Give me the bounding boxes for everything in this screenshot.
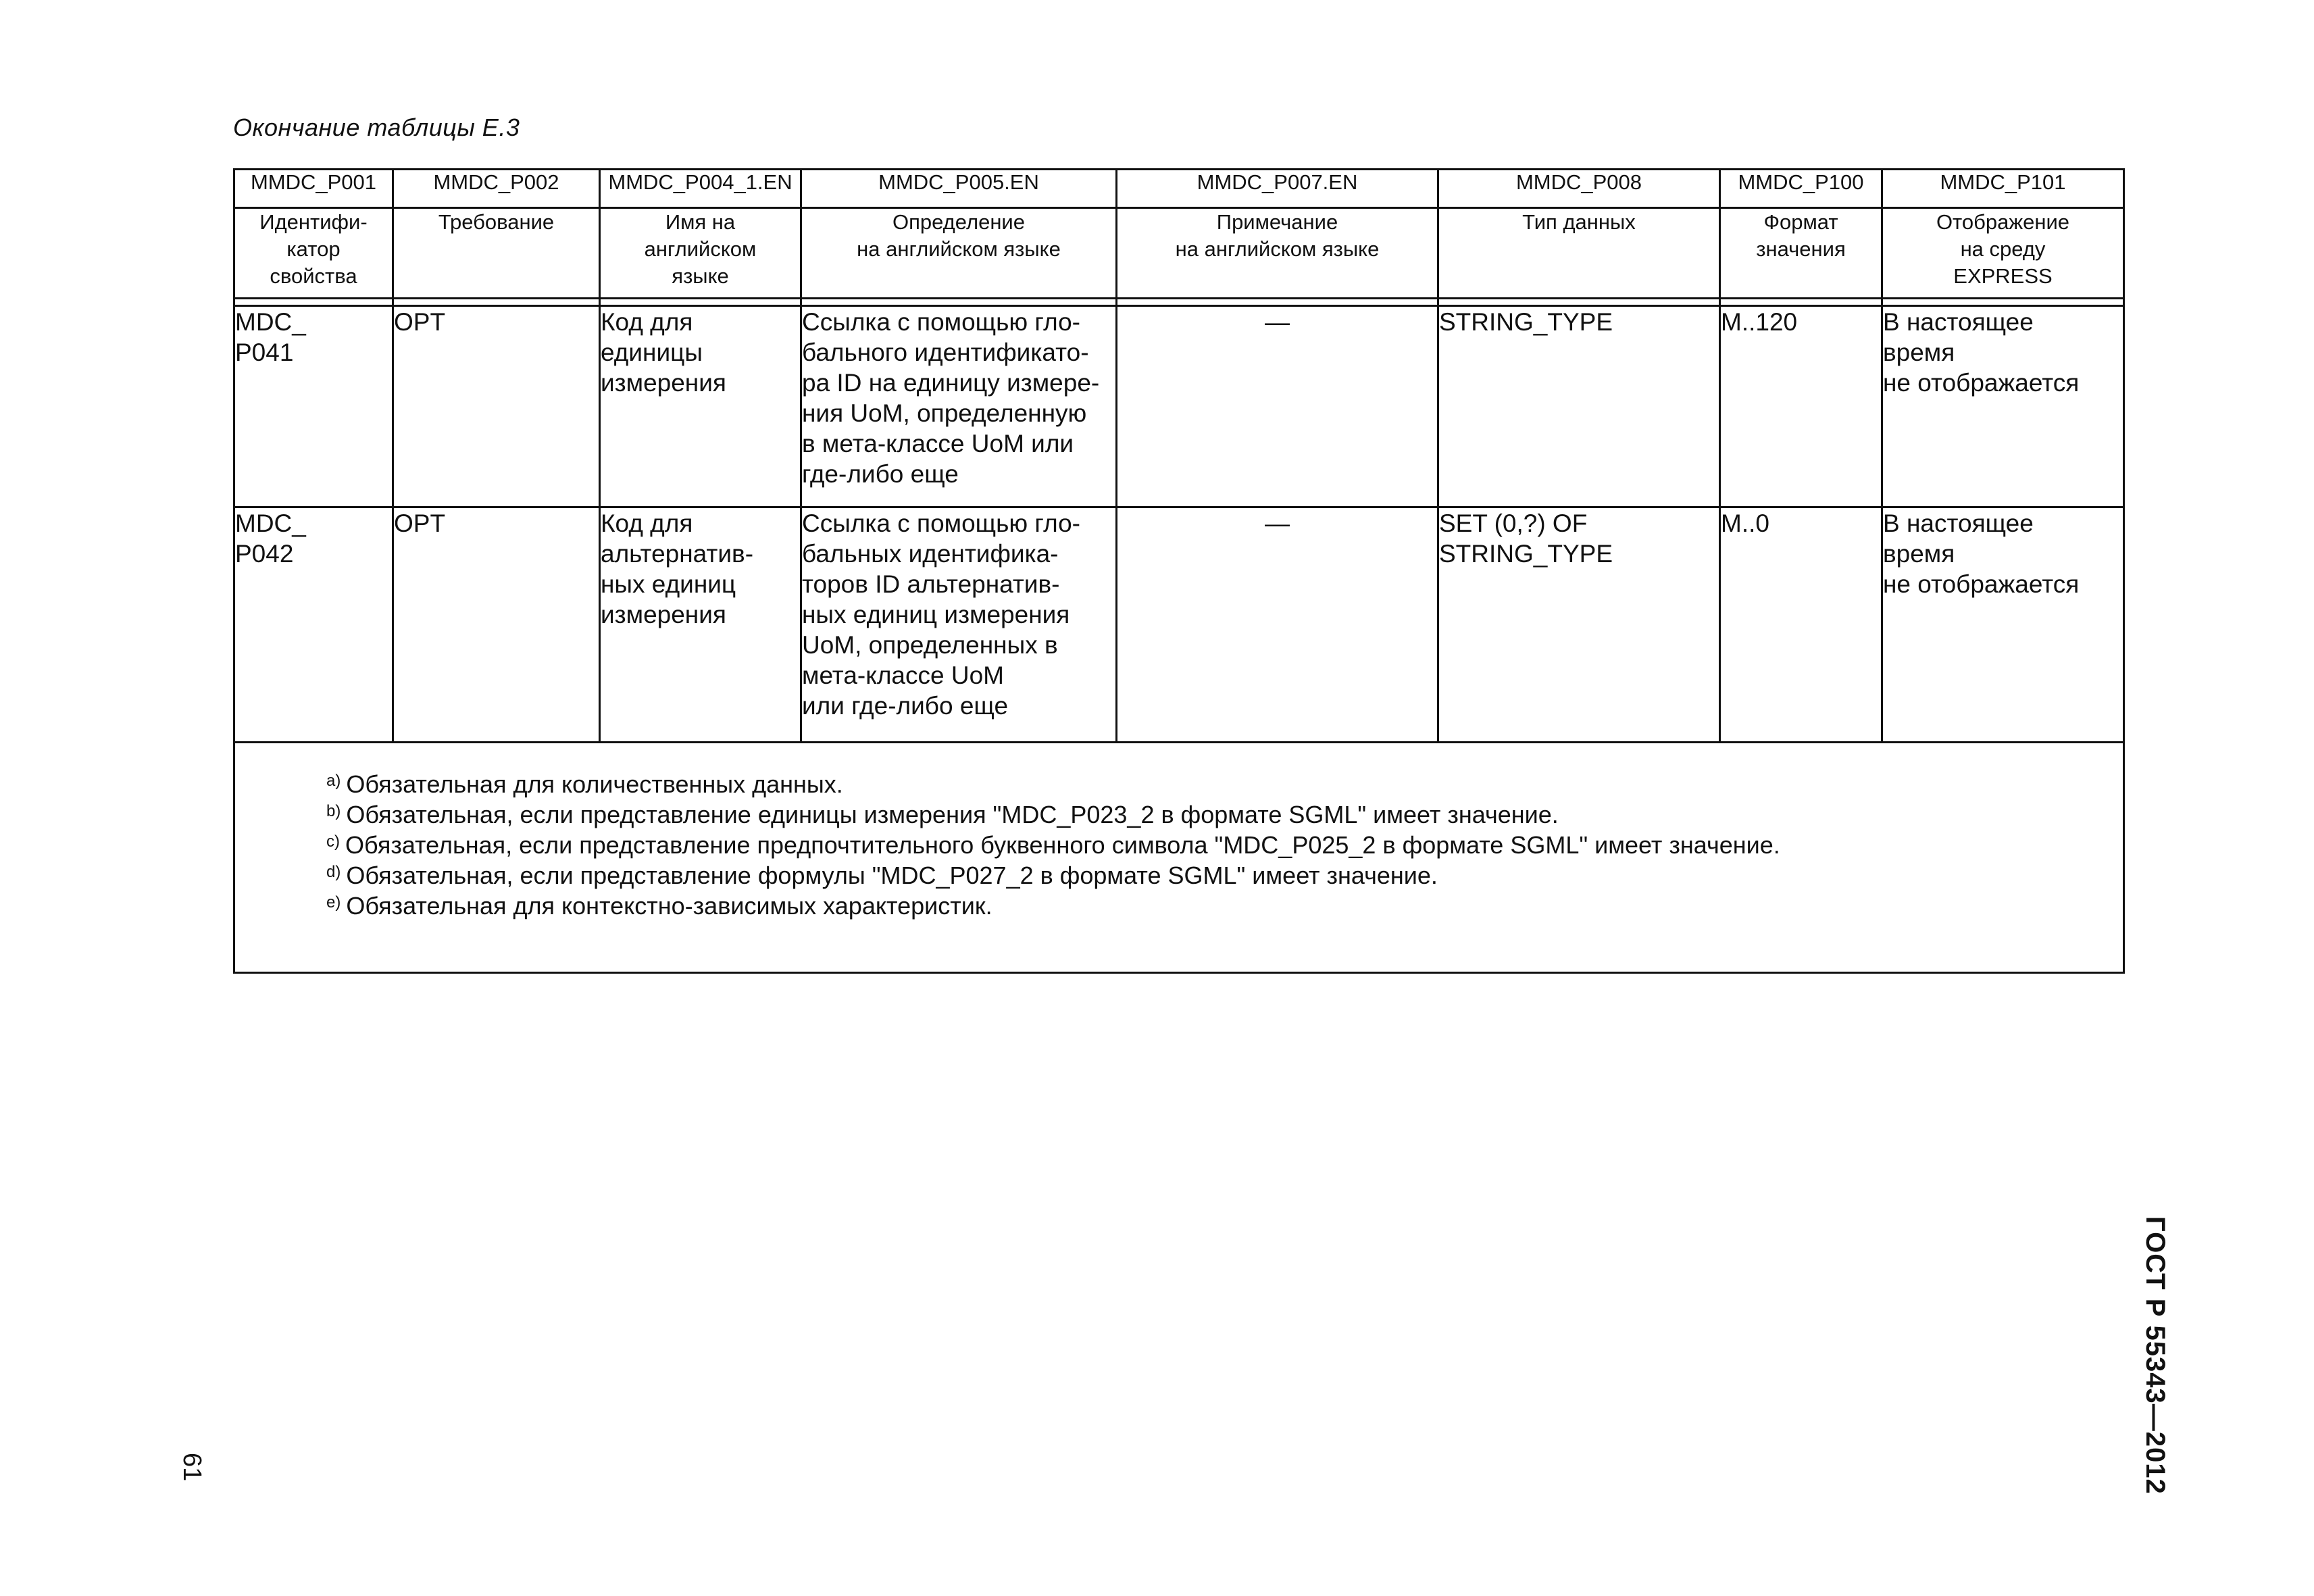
table-row bbox=[234, 507, 2124, 743]
footnote-text: Обязательная, если представление предпочтительного буквенного символа "MDC_P025_2 в формате SGML" имеет значение. bbox=[345, 831, 1780, 859]
column-code: MMDC_P101 bbox=[1882, 170, 2124, 208]
column-code: MMDC_P008 bbox=[1438, 170, 1720, 208]
column-header: Примечание на английском языке bbox=[1117, 208, 1438, 299]
column-code: MMDC_P004_1.EN bbox=[600, 170, 801, 208]
footnote-mark: d) bbox=[326, 863, 341, 881]
column-code: MMDC_P002 bbox=[393, 170, 600, 208]
table-row bbox=[234, 306, 2124, 507]
cell-id: MDC_ P042 bbox=[234, 507, 393, 743]
footnote-mark: b) bbox=[326, 802, 341, 820]
data-table bbox=[233, 168, 2125, 974]
column-header: Определение на английском языке bbox=[801, 208, 1117, 299]
footnote bbox=[326, 891, 2123, 921]
column-header-row bbox=[234, 208, 2124, 299]
cell-requirement: OPT bbox=[393, 306, 600, 507]
header-separator bbox=[234, 299, 2124, 306]
cell-express-mapping: В настоящее время не отображается bbox=[1882, 306, 2124, 507]
standard-id: ГОСТ Р 55343—2012 bbox=[2140, 1216, 2170, 1495]
cell-id: MDC_ P041 bbox=[234, 306, 393, 507]
column-header: Тип данных bbox=[1438, 208, 1720, 299]
cell-note-en: — bbox=[1117, 507, 1438, 743]
cell-name-en: Код для единицы измерения bbox=[600, 306, 801, 507]
footnote-mark: c) bbox=[326, 832, 340, 851]
footnote bbox=[326, 830, 2123, 860]
cell-value-format: M..120 bbox=[1720, 306, 1882, 507]
cell-requirement: OPT bbox=[393, 507, 600, 743]
page-number: 61 bbox=[178, 1453, 206, 1482]
column-header: Формат значения bbox=[1720, 208, 1882, 299]
footnote-text: Обязательная для контекстно-зависимых характеристик. bbox=[346, 892, 992, 920]
footnote-text: Обязательная, если представление формулы "MDC_P027_2 в формате SGML" имеет значение. bbox=[346, 862, 1438, 889]
cell-note-en: — bbox=[1117, 306, 1438, 507]
column-code: MMDC_P001 bbox=[234, 170, 393, 208]
cell-definition-en: Ссылка с помощью гло- бального идентификато- ра ID на единицу измере- ния UoM, определенную в мета-классе UoM или где-либо еще bbox=[801, 306, 1117, 507]
footnote-text: Обязательная, если представление единицы измерения "MDC_P023_2 в формате SGML" имеет значение. bbox=[346, 801, 1559, 828]
footnote-text: Обязательная для количественных данных. bbox=[346, 770, 843, 798]
footnote-mark: a) bbox=[326, 772, 341, 790]
footnote bbox=[326, 799, 2123, 830]
cell-value-format: M..0 bbox=[1720, 507, 1882, 743]
column-header: Идентифи- катор свойства bbox=[234, 208, 393, 299]
column-header: Отображение на среду EXPRESS bbox=[1882, 208, 2124, 299]
cell-data-type: STRING_TYPE bbox=[1438, 306, 1720, 507]
column-header: Требование bbox=[393, 208, 600, 299]
cell-definition-en: Ссылка с помощью гло- бальных идентифика- торов ID альтернатив- ных единиц измерения UoM, определенных в мета-классе UoM или где-либо еще bbox=[801, 507, 1117, 743]
column-code: MMDC_P100 bbox=[1720, 170, 1882, 208]
cell-data-type: SET (0,?) OF STRING_TYPE bbox=[1438, 507, 1720, 743]
table-caption: Окончание таблицы Е.3 bbox=[233, 114, 520, 141]
column-code-row bbox=[234, 170, 2124, 208]
column-code: MMDC_P005.EN bbox=[801, 170, 1117, 208]
footnote-mark: e) bbox=[326, 893, 341, 912]
cell-express-mapping: В настоящее время не отображается bbox=[1882, 507, 2124, 743]
footnotes bbox=[234, 743, 2124, 973]
footnote bbox=[326, 860, 2123, 891]
footnotes-row bbox=[234, 743, 2124, 973]
column-code: MMDC_P007.EN bbox=[1117, 170, 1438, 208]
column-header: Имя на английском языке bbox=[600, 208, 801, 299]
footnote bbox=[326, 769, 2123, 799]
cell-name-en: Код для альтернатив- ных единиц измерения bbox=[600, 507, 801, 743]
